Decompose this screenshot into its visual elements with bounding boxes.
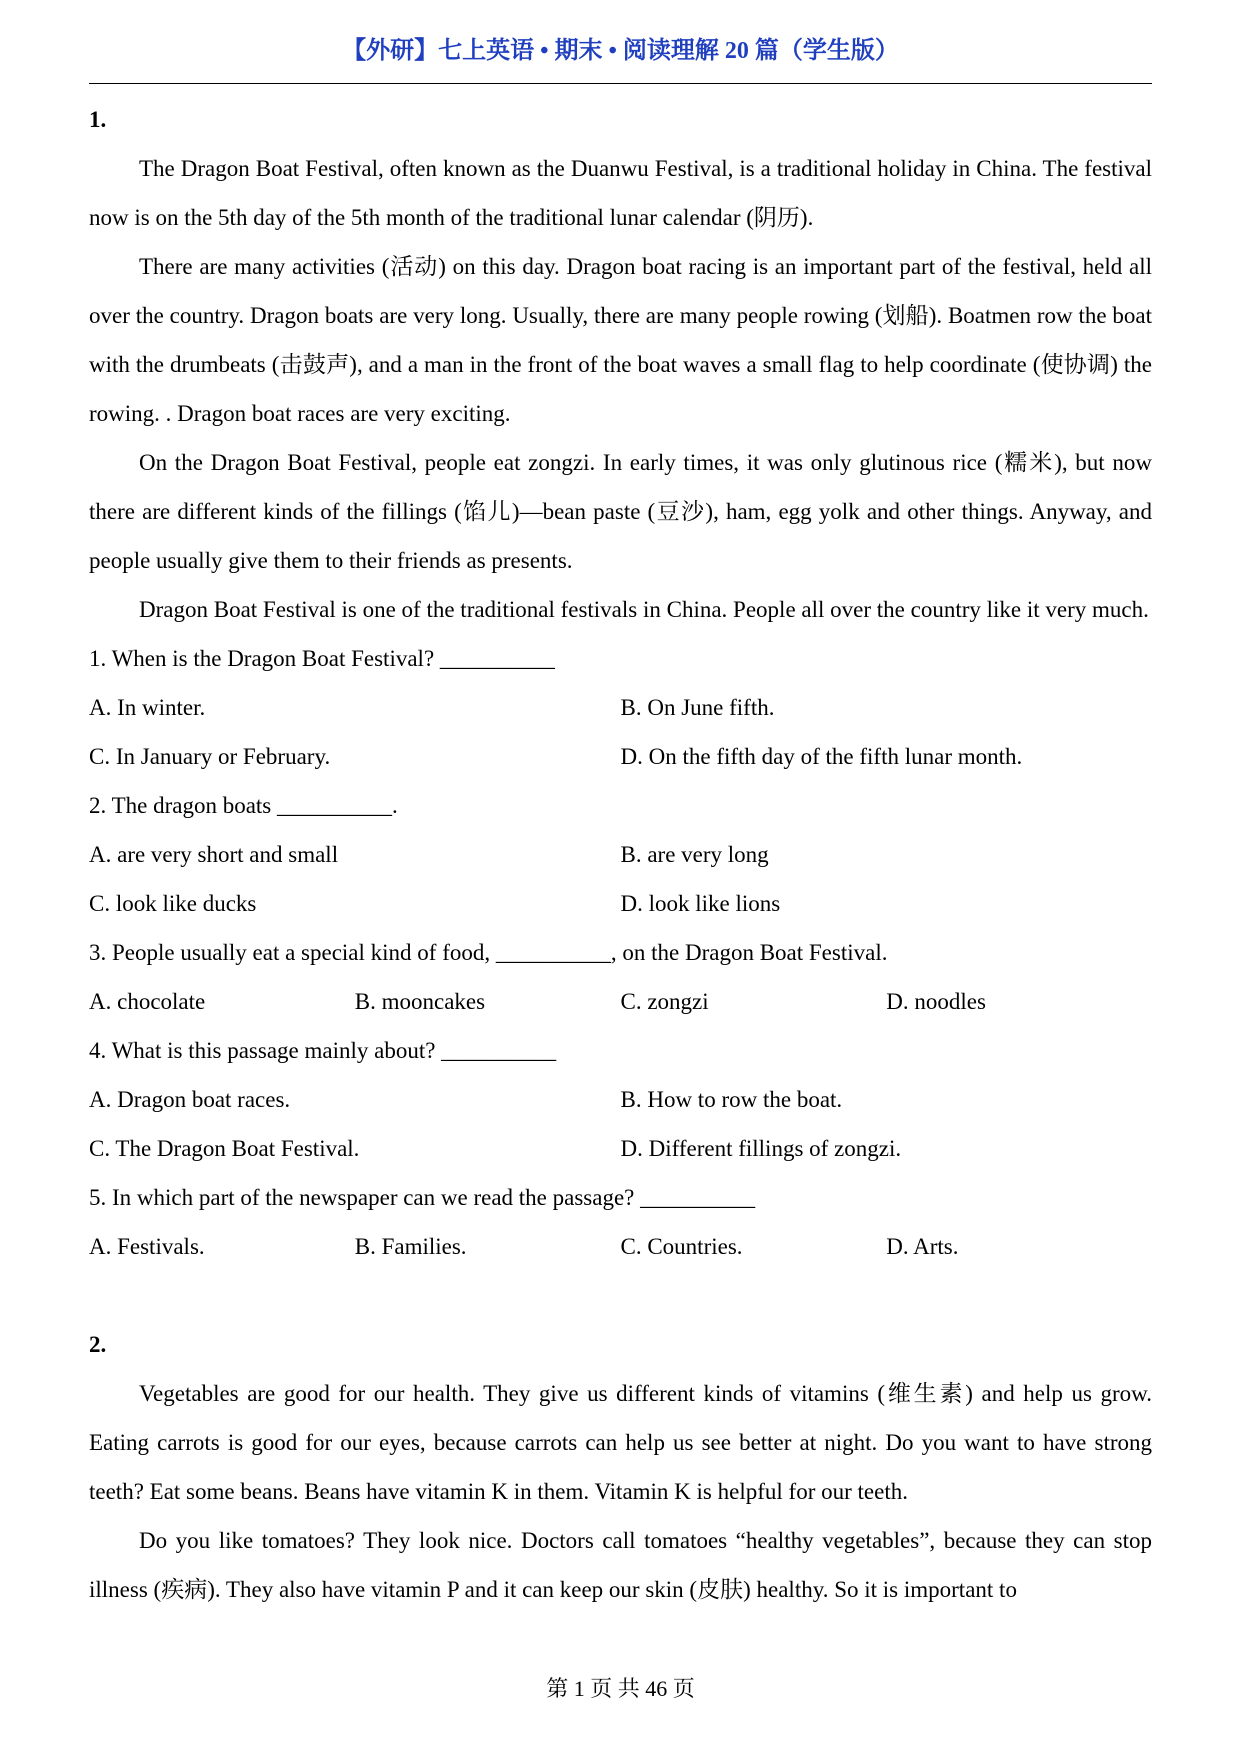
- section-spacer: [89, 1271, 1152, 1320]
- passage-paragraph: There are many activities (活动) on this day. Dragon boat racing is an important part of the festival, held all over the country. Dragon boats are very long. Usually, there are many people rowing (划船). Boatmen row the boat with the drumbeats (击鼓声), and a man in the front of the boat waves a small flag to help coordinate (使协调) the rowing. . Dragon boat races are very exciting.: [89, 254, 1152, 426]
- option-row: [89, 1222, 1152, 1271]
- option-a: A. chocolate: [89, 989, 206, 1014]
- option-d: D. Different fillings of zongzi.: [620, 1136, 902, 1161]
- option-b: B. On June fifth.: [620, 695, 775, 720]
- option-row: [89, 977, 1152, 1026]
- option-a: A. Festivals.: [89, 1234, 205, 1259]
- option-b: B. mooncakes: [354, 989, 486, 1014]
- option-row: [89, 1124, 1152, 1173]
- question-stem: 2. The dragon boats __________.: [89, 793, 398, 818]
- option-d: D. look like lions: [620, 891, 781, 916]
- option-a: A. In winter.: [89, 695, 206, 720]
- option-row: [89, 683, 1152, 732]
- question-stem: 4. What is this passage mainly about? __________: [89, 1038, 557, 1063]
- document-header-title: 【外研】七上英语 • 期末 • 阅读理解 20 篇（学生版）: [342, 38, 899, 64]
- option-row: [89, 732, 1152, 781]
- option-b: B. are very long: [620, 842, 769, 867]
- document-body: [89, 95, 1152, 1614]
- option-b: B. Families.: [354, 1234, 467, 1259]
- option-row: [89, 830, 1152, 879]
- option-row: [89, 1075, 1152, 1124]
- question-stem: 3. People usually eat a special kind of food, __________, on the Dragon Boat Festival.: [89, 940, 888, 965]
- page-number: 第 1 页 共 46 页: [546, 1676, 695, 1701]
- passage-paragraph: Dragon Boat Festival is one of the traditional festivals in China. People all over the country like it very much.: [139, 597, 1149, 622]
- option-c: C. look like ducks: [89, 891, 257, 916]
- option-c: C. In January or February.: [89, 744, 331, 769]
- section-number: 1.: [89, 107, 107, 132]
- header-divider: [89, 83, 1152, 84]
- question-stem: 5. In which part of the newspaper can we read the passage? __________: [89, 1185, 756, 1210]
- option-row: [89, 879, 1152, 928]
- section-number: 2.: [89, 1332, 107, 1357]
- passage-paragraph: Do you like tomatoes? They look nice. Doctors call tomatoes “healthy vegetables”, because they can stop illness (疾病). They also have vitamin P and it can keep our skin (皮肤) healthy. So it is important to: [89, 1528, 1152, 1602]
- option-d: D. noodles: [886, 989, 986, 1014]
- option-a: A. are very short and small: [89, 842, 339, 867]
- option-b: B. How to row the boat.: [620, 1087, 843, 1112]
- passage-paragraph: Vegetables are good for our health. They give us different kinds of vitamins (维生素) and help us grow. Eating carrots is good for our eyes, because carrots can help us see better at night. Do you want to have strong teeth? Eat some beans. Beans have vitamin K in them. Vitamin K is helpful for our teeth.: [89, 1381, 1152, 1504]
- option-d: D. Arts.: [886, 1234, 959, 1259]
- option-c: C. The Dragon Boat Festival.: [89, 1136, 360, 1161]
- option-a: A. Dragon boat races.: [89, 1087, 291, 1112]
- option-c: C. zongzi: [620, 989, 709, 1014]
- option-d: D. On the fifth day of the fifth lunar month.: [620, 744, 1023, 769]
- passage-paragraph: The Dragon Boat Festival, often known as the Duanwu Festival, is a traditional holiday in China. The festival now is on the 5th day of the 5th month of the traditional lunar calendar (阴历).: [89, 156, 1152, 230]
- passage-paragraph: On the Dragon Boat Festival, people eat zongzi. In early times, it was only glutinous rice (糯米), but now there are different kinds of the fillings (馅儿)—bean paste (豆沙), ham, egg yolk and other things. Anyway, and people usually give them to their friends as presents.: [89, 450, 1152, 573]
- option-c: C. Countries.: [620, 1234, 743, 1259]
- question-stem: 1. When is the Dragon Boat Festival? __________: [89, 646, 555, 671]
